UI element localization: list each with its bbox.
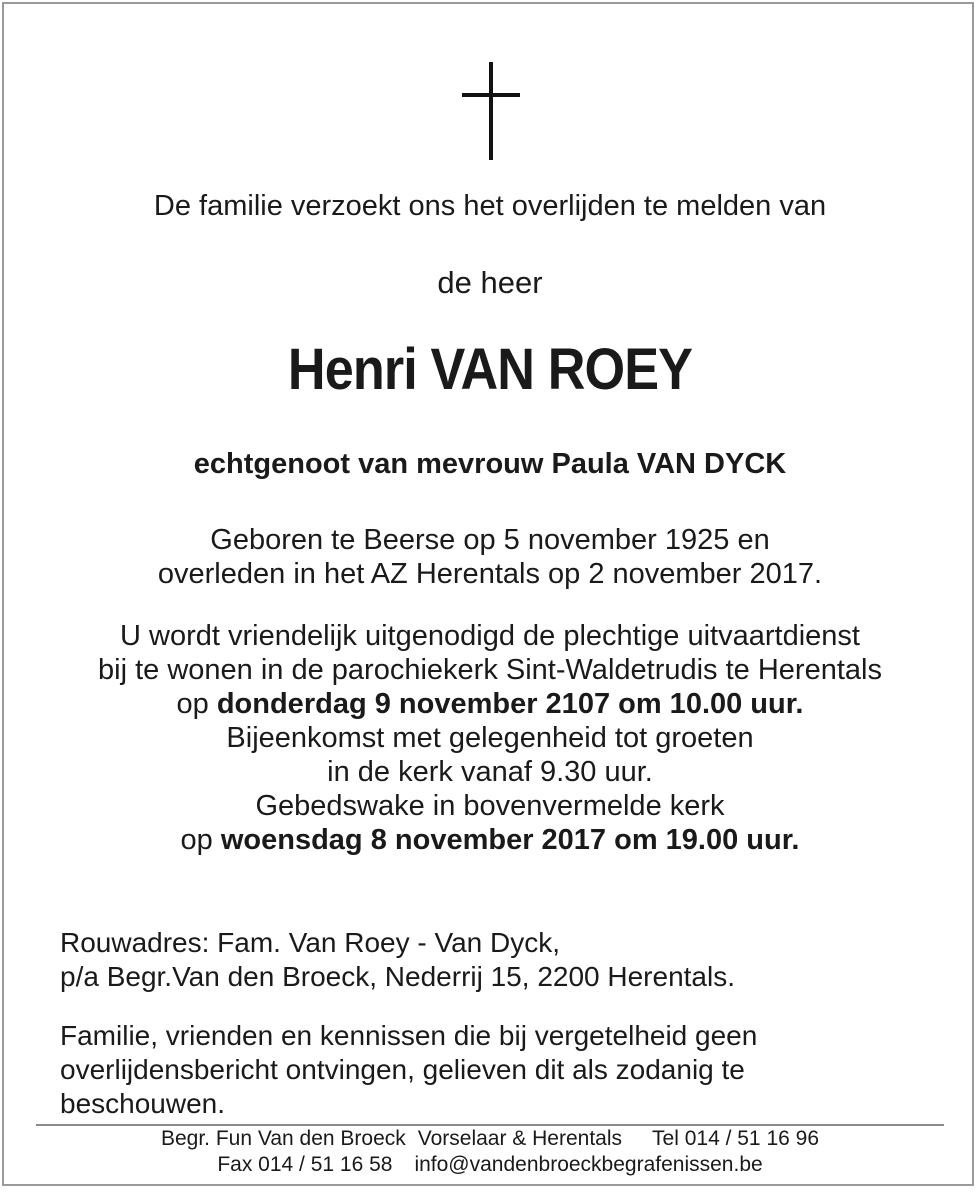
cross-icon: [462, 62, 520, 160]
obituary-card: [2, 2, 974, 1186]
footer-company: Begr. Fun Van den Broeck: [160, 1127, 406, 1150]
service-date-line: [0, 687, 980, 721]
notice-line-2: overlijdensbericht ontvingen, gelieven dit als zodanig te: [60, 1054, 745, 1085]
deceased-name: Henri VAN ROEY: [287, 337, 693, 402]
spouse-line: echtgenoot van mevrouw Paula VAN DYCK: [193, 448, 787, 480]
service-location-line: bij te wonen in de parochiekerk Sint-Waldetrudis te Herentals: [98, 654, 882, 686]
death-line: overleden in het AZ Herentals op 2 november 2017.: [157, 558, 823, 590]
service-date: donderdag 9 november 2107 om 10.00 uur.: [216, 688, 804, 720]
service-block: [0, 619, 980, 857]
notice-paragraph: [60, 1019, 757, 1121]
footer-tel: Tel 014 / 51 16 96: [652, 1127, 819, 1150]
birth-line: Geboren te Beerse op 5 november 1925 en: [210, 524, 770, 556]
footer-locations: Vorselaar & Herentals: [417, 1127, 623, 1150]
birth-death-block: [0, 523, 980, 591]
footer-fax: Fax 014 / 51 16 58: [217, 1153, 393, 1176]
service-date-prefix: op: [176, 688, 217, 720]
notice-line-1: Familie, vrienden en kennissen die bij vergetelheid geen: [60, 1020, 758, 1051]
gathering-line: Bijeenkomst met gelegenheid tot groeten: [226, 722, 754, 754]
footer-line-1: [0, 1127, 980, 1151]
footer-divider: [36, 1124, 944, 1126]
honorific: de heer: [437, 265, 543, 300]
service-invite-line: U wordt vriendelijk uitgenodigd de plechtige uitvaartdienst: [120, 620, 860, 652]
gathering-time-line: in de kerk vanaf 9.30 uur.: [327, 756, 653, 788]
vigil-date-prefix: op: [180, 824, 221, 856]
vigil-date: woensdag 8 november 2017 om 19.00 uur.: [220, 824, 800, 856]
mourning-address: [60, 926, 735, 994]
vigil-line: Gebedswake in bovenvermelde kerk: [255, 790, 725, 822]
intro-text: De familie verzoekt ons het overlijden te melden van: [153, 190, 827, 222]
footer-email[interactable]: info@vandenbroeckbegrafenissen.be: [414, 1153, 763, 1176]
footer-line-2: [0, 1153, 980, 1177]
address-line-2: p/a Begr.Van den Broeck, Nederrij 15, 2200 Herentals.: [60, 961, 735, 992]
notice-line-3: beschouwen.: [60, 1088, 226, 1119]
vigil-date-line: [0, 823, 980, 857]
address-line-1: Rouwadres: Fam. Van Roey - Van Dyck,: [60, 927, 561, 958]
